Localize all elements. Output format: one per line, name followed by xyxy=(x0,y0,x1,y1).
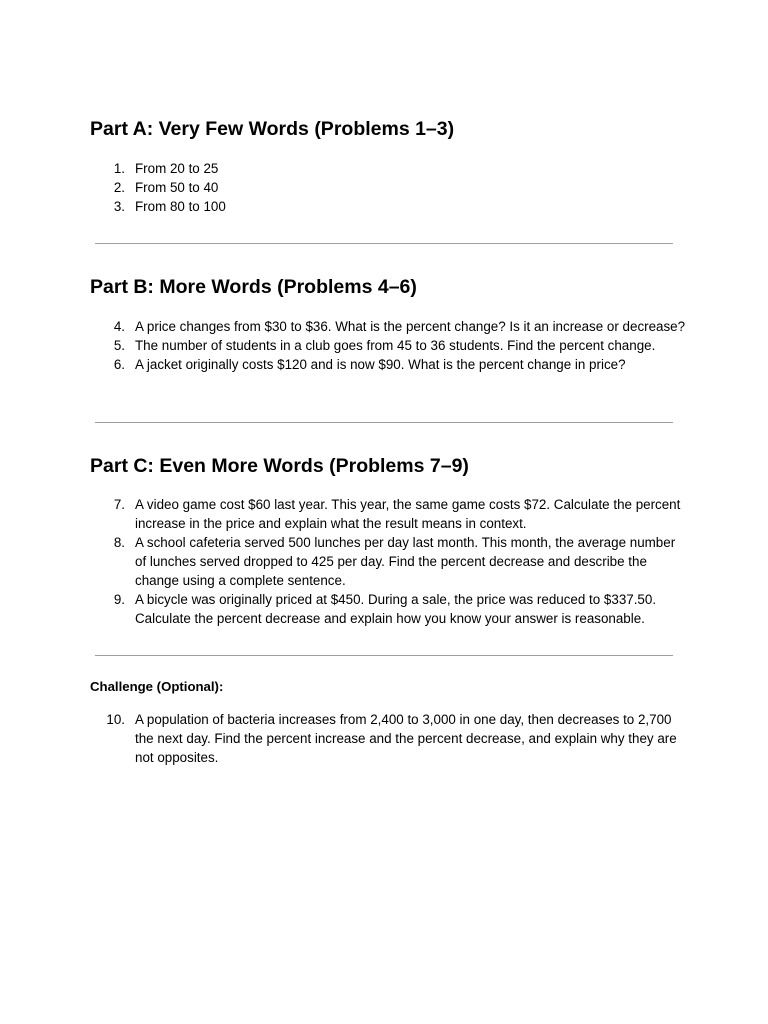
problem-text: From 20 to 25 xyxy=(135,161,219,176)
part-a-heading: Part A: Very Few Words (Problems 1–3) xyxy=(90,118,455,140)
section-divider xyxy=(95,243,673,244)
problem-item xyxy=(90,710,690,767)
challenge-problem-list xyxy=(90,710,690,767)
problem-item xyxy=(90,590,690,628)
problem-text: The number of students in a club goes from 45 to 36 students. Find the percent change. xyxy=(135,338,656,353)
problem-item xyxy=(90,159,690,178)
problem-number: 6. xyxy=(113,357,125,372)
part-a-problem-list xyxy=(90,159,690,216)
problem-item xyxy=(90,336,690,355)
part-b-heading: Part B: More Words (Problems 4–6) xyxy=(90,276,417,298)
problem-text: A jacket originally costs $120 and is now $90. What is the percent change in price? xyxy=(135,357,626,372)
problem-text: From 80 to 100 xyxy=(135,199,226,214)
problem-text: A price changes from $30 to $36. What is the percent change? Is it an increase or decrease? xyxy=(135,319,686,334)
section-divider xyxy=(95,655,673,656)
problem-text: A video game cost $60 last year. This year, the same game costs $72. Calculate the percent increase in the price and explain what the result means in context. xyxy=(135,497,681,531)
problem-number: 3. xyxy=(113,199,125,214)
problem-number: 10. xyxy=(106,712,125,727)
challenge-heading: Challenge (Optional): xyxy=(90,679,224,694)
problem-number: 7. xyxy=(113,497,125,512)
problem-item xyxy=(90,197,690,216)
problem-number: 8. xyxy=(113,535,125,550)
problem-text: A population of bacteria increases from 2,400 to 3,000 in one day, then decreases to 2,700 the next day. Find the percent increase and the percent decrease, and explain why they are not opposites. xyxy=(135,712,677,765)
section-divider xyxy=(95,422,673,423)
problem-text: From 50 to 40 xyxy=(135,180,219,195)
problem-item xyxy=(90,533,690,590)
problem-item xyxy=(90,178,690,197)
problem-number: 1. xyxy=(113,161,125,176)
problem-item xyxy=(90,495,690,533)
problem-number: 9. xyxy=(113,592,125,607)
problem-number: 4. xyxy=(113,319,125,334)
part-b-problem-list xyxy=(90,317,690,374)
problem-item xyxy=(90,317,690,336)
part-c-heading: Part C: Even More Words (Problems 7–9) xyxy=(90,455,469,477)
problem-number: 2. xyxy=(113,180,125,195)
problem-text: A bicycle was originally priced at $450. During a sale, the price was reduced to $337.50. Calculate the percent decrease and explain how you know your answer is reasonable. xyxy=(135,592,657,626)
part-c-problem-list xyxy=(90,495,690,628)
problem-number: 5. xyxy=(113,338,125,353)
problem-item xyxy=(90,355,690,374)
problem-text: A school cafeteria served 500 lunches per day last month. This month, the average number of lunches served dropped to 425 per day. Find the percent decrease and describe the change using a complete sentence. xyxy=(135,535,676,588)
